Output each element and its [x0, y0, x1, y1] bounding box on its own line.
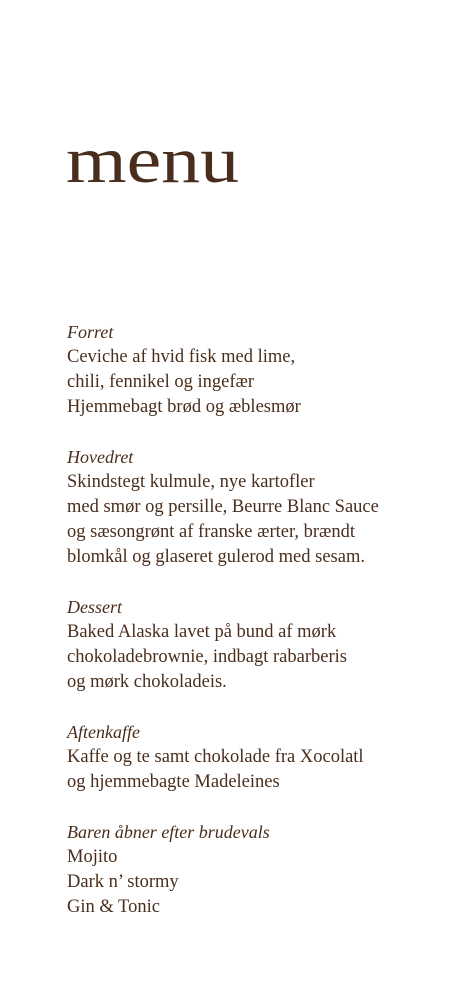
menu-section-hovedret: [67, 445, 457, 570]
menu-line: Mojito: [67, 847, 118, 867]
menu-line: Ceviche af hvid fisk med lime,: [67, 347, 296, 367]
menu-line: Dark n’ stormy: [67, 872, 179, 892]
section-heading: Forret: [67, 322, 114, 342]
menu-line: Skindstegt kulmule, nye kartofler: [67, 472, 315, 492]
menu-section-dessert: [67, 595, 457, 695]
menu-line: Gin & Tonic: [67, 897, 160, 917]
section-heading: Baren åbner efter brudevals: [67, 822, 270, 842]
menu-line: med smør og persille, Beurre Blanc Sauce: [67, 497, 379, 517]
menu-section-forret: [67, 320, 457, 420]
menu-line: chokoladebrownie, indbagt rabarberis: [67, 647, 347, 667]
section-heading: Aftenkaffe: [67, 722, 140, 742]
section-heading: Dessert: [67, 597, 122, 617]
section-heading: Hovedret: [67, 447, 134, 467]
menu-line: og hjemmebagte Madeleines: [67, 772, 280, 792]
menu-section-bar: [67, 820, 457, 920]
menu-line: Kaffe og te samt chokolade fra Xocolatl: [67, 747, 364, 767]
menu-list: [67, 320, 457, 945]
menu-section-aftenkaffe: [67, 720, 457, 795]
menu-line: og sæsongrønt af franske ærter, brændt: [67, 522, 356, 542]
menu-line: og mørk chokoladeis.: [67, 672, 227, 692]
menu-line: Baked Alaska lavet på bund af mørk: [67, 622, 337, 642]
menu-line: chili, fennikel og ingefær: [67, 372, 255, 392]
menu-line: blomkål og glaseret gulerod med sesam.: [67, 547, 365, 567]
menu-line: Hjemmebagt brød og æblesmør: [67, 397, 301, 417]
menu-title: menu: [66, 124, 240, 197]
